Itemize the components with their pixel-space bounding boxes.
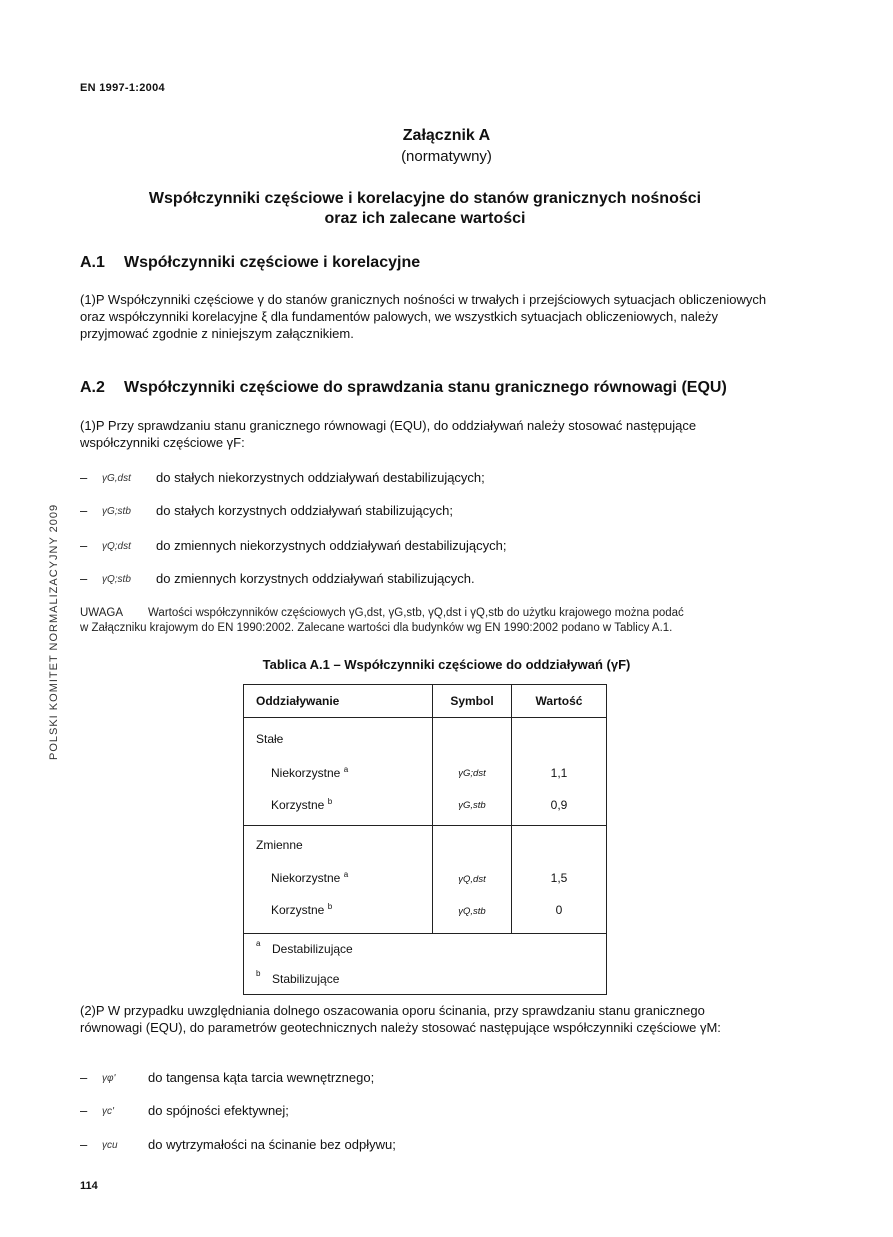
row-label [271,797,332,812]
annex-subtitle: (normatywny) [401,148,492,165]
list-dash: – [80,470,88,485]
symbol-cell [433,826,512,934]
note-line2: w Załączniku krajowym do EN 1990:2002. Zalecane wartości dla budynków wg EN 1990:2002 podano w Tablicy A.1. [80,622,673,634]
list-symbol: γQ;dst [102,541,131,552]
footnote-mark: a [343,765,349,774]
annex-heading-line1: Współczynniki częściowe i korelacyjne do stanów granicznych nośności [148,190,702,207]
footnote-mark: b [327,902,333,911]
list-symbol: γQ;stb [102,574,131,585]
list-dash: – [80,1070,88,1085]
standard-code: EN 1997-1:2004 [80,82,165,94]
footnote-mark: b [256,969,261,978]
paragraph-2: (2)P W przypadku uwzględniania dolnego oszacowania oporu ścinania, przy sprawdzaniu stanu granicznego równowagi (EQU), do parametrów geotechnicznych należy stosować następujące współczynniki częściowe γM: [80,1003,721,1035]
annex-heading-line2: oraz ich zalecane wartości [324,210,526,227]
group-cell [244,826,433,934]
row-symbol: γQ,dst [458,874,486,885]
group-name: Stałe [256,732,284,746]
section-title: Współczynniki częściowe i korelacyjne [124,254,421,271]
annex-heading [100,189,750,229]
footnote-text: Stabilizujące [272,972,340,986]
side-watermark: POLSKI KOMITET NORMALIZACYJNY 2009 [48,503,60,760]
list-symbol: γφ' [102,1073,116,1084]
footnote-cell [244,964,607,995]
table-header-row [244,685,607,718]
row-label [271,870,348,885]
header-action: Oddziaływanie [244,685,433,718]
section-a1-paragraph: (1)P Współczynniki częściowe γ do stanów granicznych nośności w trwałych i przejściowych sytuacjach obliczeniowych oraz współczynniki korelacyjne ξ dla fundamentów palowych, we wszystkich sytuacjach obliczeniowych, należy przyjmować zgodnie z niniejszym załącznikiem. [80,292,767,341]
footnote-mark: b [327,797,333,806]
list-dash: – [80,1103,88,1118]
row-label-text: Korzystne [271,798,328,812]
note [80,606,770,636]
list-text: do stałych korzystnych oddziaływań stabilizujących; [156,503,453,518]
table-footnote-row [244,964,607,995]
note-label: UWAGA [80,607,124,619]
list-symbol: γG,dst [102,473,131,484]
page-number: 114 [80,1180,98,1192]
row-label-text: Niekorzystne [271,766,344,780]
footnote-text: Destabilizujące [272,942,353,956]
table-group-permanent [244,718,607,826]
note-line1 [80,606,770,621]
section-title: Współczynniki częściowe do sprawdzania stanu granicznego równowagi (EQU) [124,379,727,396]
row-symbol: γG,stb [458,800,486,811]
symbol-cell [433,718,512,826]
list-symbol: γc' [102,1106,114,1117]
row-label-text: Niekorzystne [271,871,344,885]
list-text: do zmiennych korzystnych oddziaływań stabilizujących. [156,571,475,586]
footnote-mark: a [343,870,349,879]
row-label [271,765,348,780]
list-symbol: γcu [102,1140,118,1151]
section-a2-paragraph: (1)P Przy sprawdzaniu stanu granicznego równowagi (EQU), do oddziaływań należy stosować następujące współczynniki częściowe γF: [80,418,697,450]
row-value: 0 [555,903,563,917]
table-group-variable [244,826,607,934]
annex-title: Załącznik A [402,127,491,144]
list-dash: – [80,571,88,586]
group-cell [244,718,433,826]
value-cell [512,718,607,826]
row-label-text: Korzystne [271,903,328,917]
header-symbol: Symbol [433,685,512,718]
note-text: Wartości współczynników częściowych γG,dst, γG,stb, γQ,dst i γQ,stb do użytku krajowego można podać [148,607,684,619]
row-symbol: γQ,stb [458,906,486,917]
section-number: A.2 [80,379,105,396]
list-text: do spójności efektywnej; [148,1103,289,1118]
section-a1-heading [80,254,420,272]
partial-factors-table [243,684,607,995]
group-name: Zmienne [256,838,303,852]
list-symbol: γG;stb [102,506,131,517]
list-dash: – [80,503,88,518]
list-text: do wytrzymałości na ścinanie bez odpływu; [148,1137,396,1152]
list-text: do tangensa kąta tarcia wewnętrznego; [148,1070,375,1085]
value-cell [512,826,607,934]
section-a2-heading [80,379,727,397]
row-value: 1,1 [550,766,568,780]
footnote-cell [244,934,607,965]
row-label [271,902,332,917]
list-text: do stałych niekorzystnych oddziaływań destabilizujących; [156,470,485,485]
row-value: 0,9 [550,798,568,812]
row-value: 1,5 [550,871,568,885]
table-footnote-row [244,934,607,965]
list-dash: – [80,538,88,553]
footnote-mark: a [256,939,261,948]
header-value: Wartość [512,685,607,718]
row-symbol: γG;dst [458,768,486,779]
list-dash: – [80,1137,88,1152]
table-caption: Tablica A.1 – Współczynniki częściowe do oddziaływań (γF) [262,657,631,672]
list-text: do zmiennych niekorzystnych oddziaływań destabilizujących; [156,538,507,553]
section-number: A.1 [80,254,105,271]
